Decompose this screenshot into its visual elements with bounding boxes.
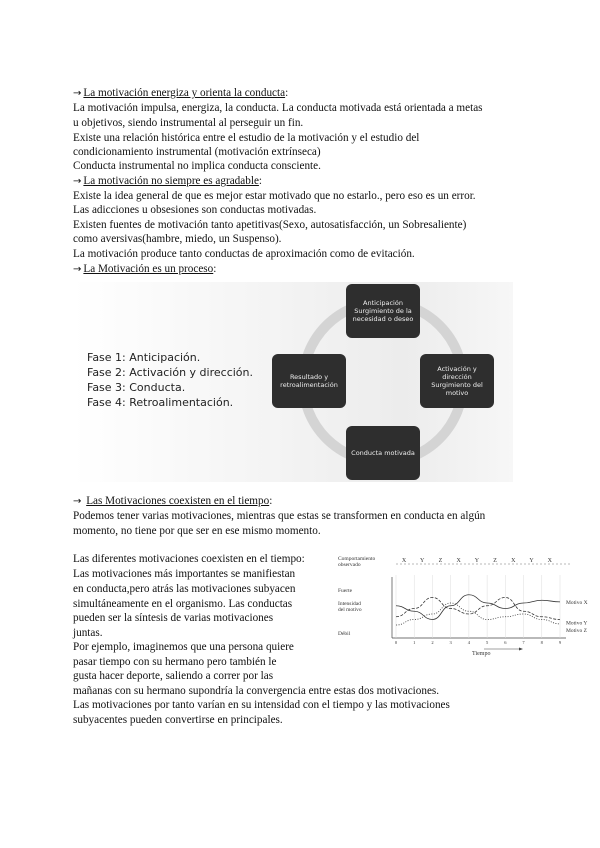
paragraph-line: La motivación impulsa, energiza, la conducta. La conducta motivada está orientada a metas: [73, 102, 483, 114]
paragraph-line: Las diferentes motivaciones coexisten en el tiempo:: [73, 553, 305, 565]
paragraph-line: juntas.: [73, 627, 103, 639]
heading-colon: :: [269, 495, 273, 507]
paragraph-line: La motivación produce tanto conductas de aproximación como de evitación.: [73, 248, 415, 260]
x-tick-label: 7: [522, 640, 525, 645]
node-text: Conducta motivada: [351, 449, 415, 457]
node-text: Activación y: [437, 365, 477, 373]
graph-observed-behavior-label: Comportamiento observado: [338, 556, 376, 568]
graph-time-label: Tiempo: [472, 651, 491, 657]
motivation-process-diagram: [73, 282, 513, 482]
paragraph-line: como aversivas(hambre, miedo, un Suspenso).: [73, 233, 282, 245]
series-label: Motivo Y: [566, 620, 588, 627]
node-text: Anticipación: [363, 299, 403, 307]
node-text: retroalimentación: [280, 381, 338, 389]
x-tick-label: 8: [540, 640, 543, 645]
behavior-mark: X: [547, 558, 552, 564]
node-text: dirección: [442, 373, 472, 381]
paragraph-line: Podemos tener varias motivaciones, mientras que estas se transformen en conducta en algún: [73, 510, 486, 522]
motivation-intensity-graph: [334, 551, 598, 661]
x-tick-label: 4: [467, 640, 471, 645]
paragraph-line: Por ejemplo, imaginemos que una persona quiere: [73, 641, 294, 653]
node-text: necesidad o deseo: [352, 315, 414, 323]
paragraph-line: subyacentes pueden convertirse en principales.: [73, 714, 283, 726]
paragraph-line: Existe la idea general de que es mejor estar motivado que no estarlo., pero eso es un error.: [73, 190, 476, 202]
time-arrow-head: [519, 648, 523, 651]
section-heading-coexist: [73, 494, 272, 509]
x-tick-label: 2: [431, 640, 434, 645]
paragraph-line: gusta hacer deporte, saliendo a correr por las: [73, 670, 274, 682]
series-line-motivo-x: [396, 595, 560, 620]
graph-strong-label: Fuerte: [338, 588, 353, 594]
node-text: motivo: [445, 389, 469, 397]
node-motivated-behavior: [346, 426, 420, 480]
paragraph-line: Las motivaciones más importantes se manifiestan: [73, 568, 296, 580]
heading-text: La motivación energiza y orienta la conducta: [83, 87, 286, 99]
paragraph-line: Las adicciones u obsesiones son conductas motivadas.: [73, 204, 317, 216]
paragraph-line: Existen fuentes de motivación tanto apetitivas(Sexo, autosatisfacción, un Sobresaliente): [73, 219, 467, 231]
series-label: Motivo X: [566, 599, 588, 606]
paragraph-line: mañanas con su hermano supondría la convergencia entre estas dos motivaciones.: [73, 685, 440, 697]
phase-2-label: Fase 2: Activación y dirección.: [87, 366, 253, 379]
arrow-icon: →: [73, 496, 82, 507]
x-tick-label: 0: [394, 640, 398, 645]
x-tick-label: 5: [485, 640, 489, 645]
phase-1-label: Fase 1: Anticipación.: [87, 351, 201, 364]
paragraph-line: simultáneamente en el organismo. Las conductas: [73, 598, 293, 610]
arrow-icon: →: [73, 264, 82, 275]
paragraph-line: u objetivos, siendo instrumental al perseguir un fin.: [73, 117, 304, 129]
paragraph-line: condicionamiento instrumental (motivación extrínseca): [73, 146, 321, 158]
behavior-mark: X: [401, 558, 407, 564]
node-anticipation: [346, 284, 420, 338]
node-text: Surgimiento de la: [354, 307, 412, 315]
graph-weak-label: Débil: [338, 631, 351, 637]
heading-colon: :: [213, 263, 217, 275]
node-text: Resultado y: [289, 373, 329, 381]
heading-text: La Motivación es un proceso: [83, 263, 214, 275]
paragraph-line: en conducta,pero atrás las motivaciones subyacen: [73, 583, 296, 595]
x-tick-label: 6: [504, 640, 507, 645]
paragraph-line: pasar tiempo con su hermano pero también le: [73, 656, 277, 668]
behavior-mark: X: [456, 558, 461, 564]
graph-plot: [334, 551, 598, 661]
behavior-mark: Y: [529, 558, 534, 564]
series-label: Motivo Z: [566, 627, 587, 634]
heading-text: Las Motivaciones coexisten en el tiempo: [86, 495, 270, 507]
section-heading-motivation-energizes: [73, 86, 288, 101]
heading-colon: :: [285, 87, 289, 99]
arrow-icon: →: [73, 88, 82, 99]
behavior-mark: Z: [438, 558, 443, 564]
behavior-mark: Y: [474, 558, 480, 564]
phase-3-label: Fase 3: Conducta.: [87, 381, 186, 394]
behavior-mark: Z: [493, 558, 497, 564]
node-activation: [420, 354, 494, 408]
paragraph-line: Existe una relación histórica entre el estudio de la motivación y el estudio del: [73, 132, 420, 144]
node-feedback: [272, 354, 346, 408]
x-tick-label: 1: [413, 640, 416, 645]
behavior-mark: X: [511, 558, 516, 564]
heading-text: La motivación no siempre es agradable: [83, 175, 259, 187]
paragraph-line: Conducta instrumental no implica conducta consciente.: [73, 160, 321, 172]
graph-intensity-label: Intensidad del motivo: [338, 601, 362, 613]
phase-4-label: Fase 4: Retroalimentación.: [87, 396, 234, 409]
paragraph-line: pueden ser la síntesis de varias motivaciones: [73, 612, 274, 624]
paragraph-line: Las motivaciones por tanto varían en su intensidad con el tiempo y las motivaciones: [73, 699, 450, 711]
node-text: Surgimiento del: [431, 381, 483, 389]
section-heading-process: [73, 262, 216, 277]
heading-colon: :: [258, 175, 263, 187]
x-tick-label: 3: [449, 640, 452, 645]
x-tick-label: 9: [558, 640, 562, 645]
section-heading-not-always-pleasant: [73, 174, 262, 189]
paragraph-line: momento, no tiene por que ser en ese mismo momento.: [73, 525, 321, 537]
arrow-icon: →: [73, 176, 82, 187]
behavior-mark: Y: [420, 558, 425, 564]
